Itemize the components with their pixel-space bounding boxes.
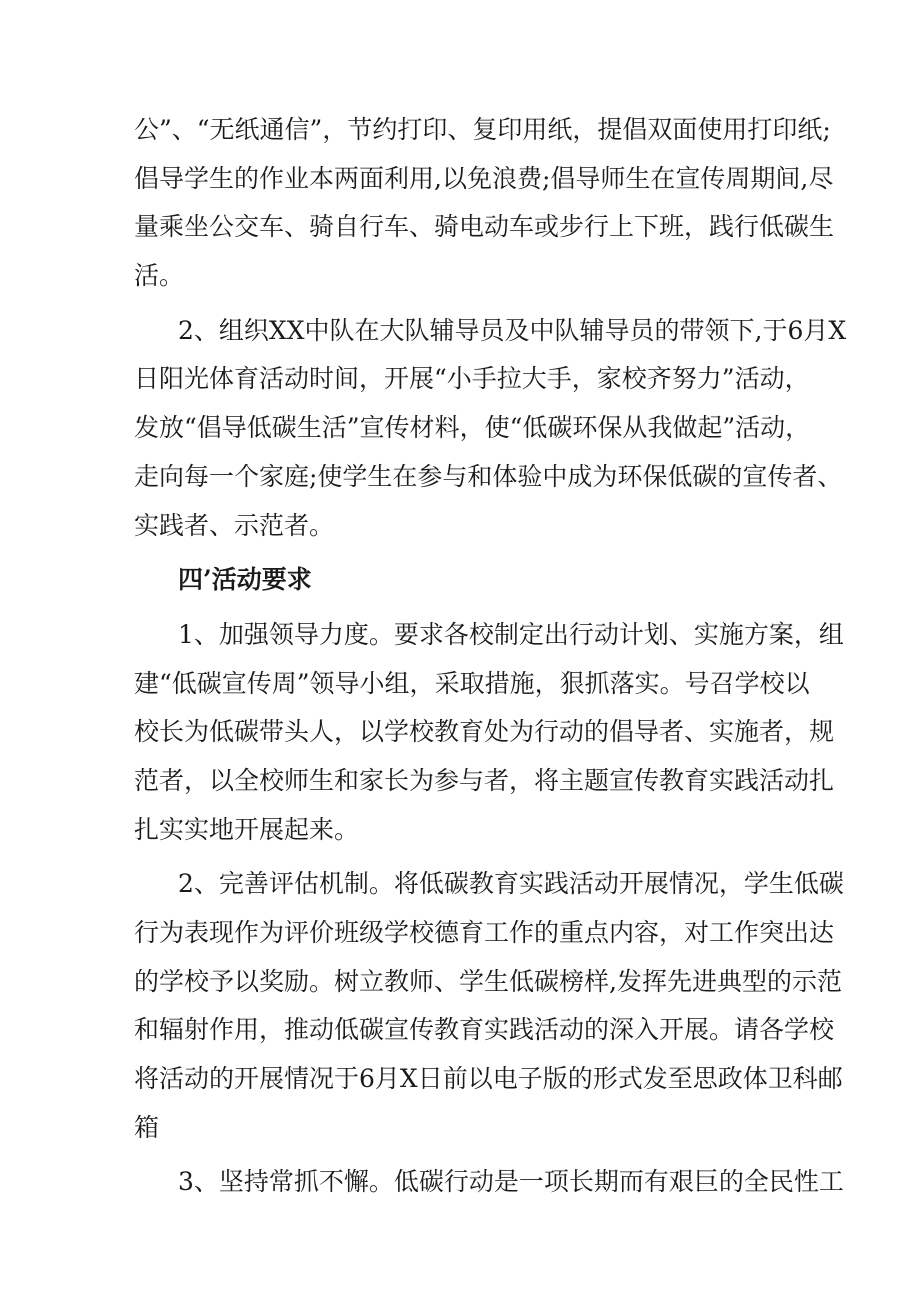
text-line: 的学校予以奖励。树立教师、学生低碳榜样,发挥先进典型的示范 — [134, 966, 842, 996]
text-line: 箱 — [134, 1112, 160, 1142]
text-line: 校长为低碳带头人，以学校教育处为行动的倡导者、实施者，规 — [134, 717, 835, 747]
text-line: 3、坚持常抓不懈。低碳行动是一项长期而有艰巨的全民性工 — [178, 1167, 844, 1197]
text-line: 将活动的开展情况于6月X日前以电子版的形式发至思政体卫科邮 — [134, 1064, 843, 1094]
text-line: 扎实实地开展起来。 — [134, 814, 360, 844]
text-line: 四’活动要求 — [178, 565, 312, 595]
text-line: 建“低碳宣传周”领导小组，采取措施，狠抓落实。号召学校以 — [134, 668, 810, 698]
text-line: 发放“倡导低碳生活”宣传材料，使“低碳环保从我做起”活动， — [134, 413, 811, 443]
text-line: 范者，以全校师生和家长为参与者，将主题宣传教育实践活动扎 — [134, 765, 835, 795]
paragraph — [134, 860, 844, 1152]
text-line: 2、完善评估机制。将低碳教育实践活动开展情况，学生低碳 — [178, 869, 844, 899]
text-line: 活。 — [134, 261, 185, 291]
text-line: 走向每一个家庭;使学生在参与和体验中成为环保低碳的宣传者、 — [134, 461, 843, 491]
text-line: 倡导学生的作业本两面利用,以免浪费;倡导师生在宣传周期间,尽 — [134, 163, 834, 193]
paragraph — [134, 1158, 844, 1207]
paragraph — [134, 307, 847, 550]
paragraph — [134, 106, 835, 301]
document-body — [134, 106, 847, 1207]
text-line: 日阳光体育活动时间，开展“小手拉大手，家校齐努力”活动， — [134, 364, 810, 394]
text-line: 行为表现作为评价班级学校德育工作的重点内容，对工作突出达 — [134, 918, 835, 947]
paragraph — [134, 611, 844, 854]
text-line: 2、组织XX中队在大队辅导员及中队辅导员的带领下,于6月X — [178, 315, 847, 345]
text-line: 和辐射作用，推动低碳宣传教育实践活动的深入开展。请各学校 — [134, 1015, 835, 1045]
text-line: 公”、“无纸通信”，节约打印、复印用纸，提倡双面使用打印纸; — [134, 115, 831, 144]
text-line: 1、加强领导力度。要求各校制定出行动计划、实施方案，组 — [178, 619, 844, 649]
text-line: 实践者、示范者。 — [134, 510, 335, 540]
text-line: 量乘坐公交车、骑自行车、骑电动车或步行上下班，践行低碳生 — [134, 212, 835, 242]
section-heading — [134, 556, 794, 605]
